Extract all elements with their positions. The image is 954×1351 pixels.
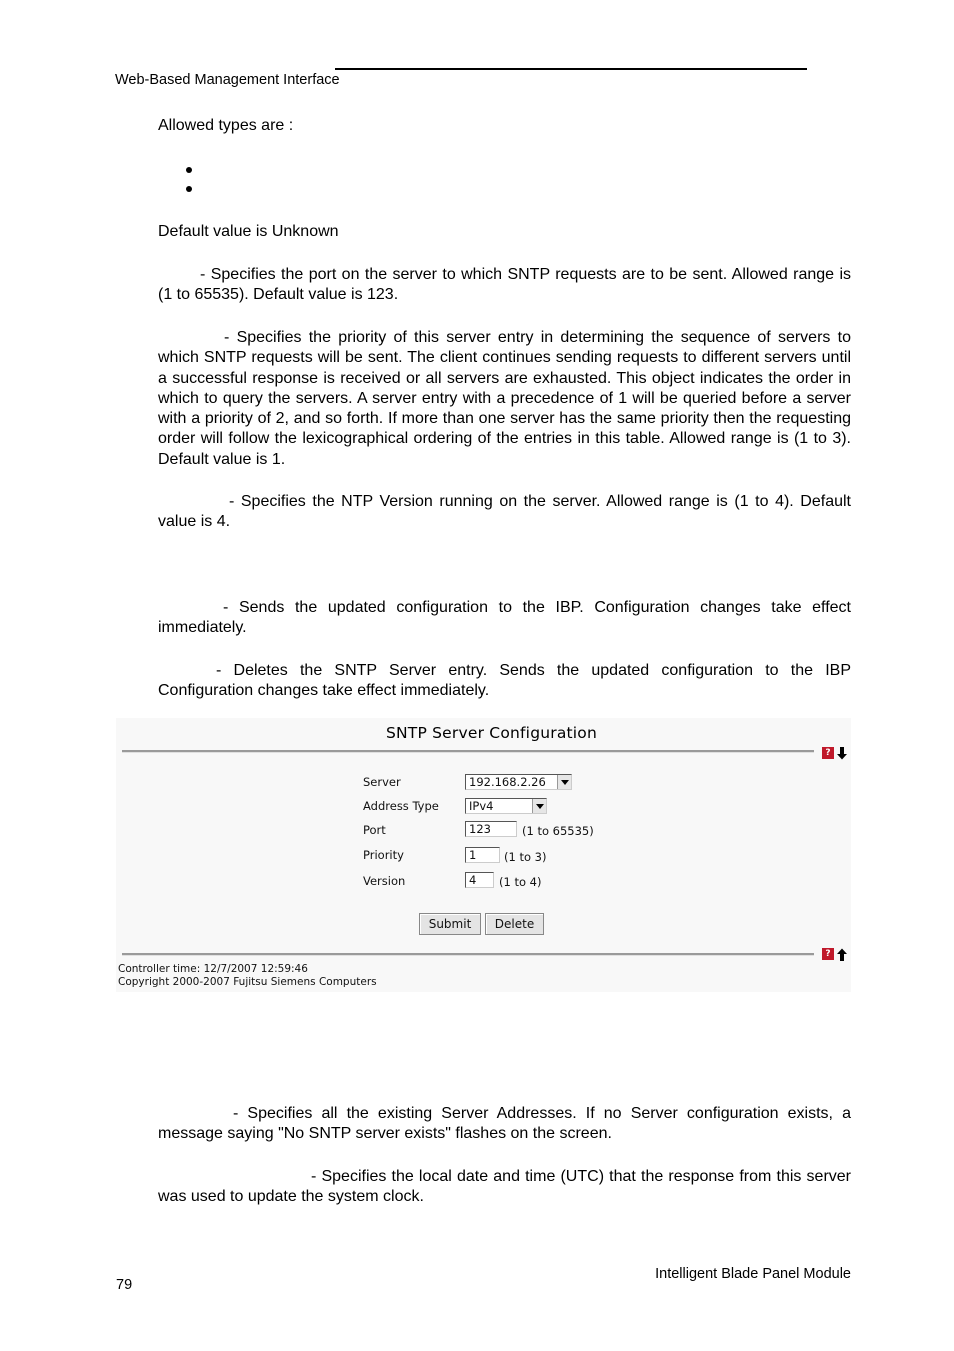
address-type-value: IPv4 — [469, 799, 494, 813]
panel-title — [116, 724, 851, 742]
submit-description — [158, 598, 851, 639]
server-description — [158, 1104, 851, 1145]
controller-time: Controller time: 12/7/2007 12:59:46 — [118, 963, 308, 975]
bullet-2 — [186, 186, 192, 192]
bottom-rule — [122, 953, 814, 956]
priority-label: Priority — [363, 848, 404, 862]
version-label: Version — [363, 874, 406, 888]
address-type-label: Address Type — [363, 799, 439, 813]
priority-input[interactable]: 1 — [465, 847, 500, 863]
address-type-select[interactable] — [465, 798, 547, 814]
copyright: Copyright 2000-2007 Fujitsu Siemens Computers — [118, 976, 377, 988]
header-rule — [335, 68, 807, 70]
port-description — [158, 265, 851, 306]
submit-description-text: - Sends the updated configuration to the IBP. Configuration changes take effect immediately. — [158, 599, 851, 637]
help-icon[interactable]: ? — [822, 948, 834, 960]
panel-title-text: SNTP Server Configuration — [385, 724, 598, 742]
port-label: Port — [363, 823, 386, 837]
port-range: (1 to 65535) — [522, 824, 594, 838]
priority-range: (1 to 3) — [504, 850, 547, 864]
priority-description — [158, 328, 851, 470]
port-description-text: - Specifies the port on the server to which SNTP requests are to be sent. Allowed range is (1 to 65535). Default value is 123. — [158, 266, 851, 304]
delete-description-text: - Deletes the SNTP Server entry. Sends the updated configuration to the IBP Configuration changes take effect immediately. — [158, 662, 851, 700]
chevron-down-icon[interactable] — [557, 775, 571, 789]
top-rule — [122, 750, 814, 753]
allowed-types-text: Allowed types are : — [158, 117, 294, 134]
server-select-value: 192.168.2.26 — [469, 775, 546, 789]
bullet-1 — [186, 167, 192, 173]
sntp-server-configuration-panel — [116, 718, 851, 992]
server-label: Server — [363, 775, 401, 789]
delete-button[interactable]: Delete — [485, 913, 544, 935]
arrow-down-icon[interactable] — [836, 747, 848, 760]
time-description — [158, 1167, 851, 1208]
help-icon[interactable]: ? — [822, 747, 834, 759]
delete-description — [158, 661, 851, 702]
version-description — [158, 492, 851, 533]
server-select[interactable] — [465, 774, 572, 790]
port-input[interactable]: 123 — [465, 821, 517, 837]
submit-button[interactable]: Submit — [419, 913, 481, 935]
server-description-text: - Specifies all the existing Server Addresses. If no Server configuration exists, a message saying "No SNTP server exists" flashes on the screen. — [158, 1105, 851, 1143]
priority-description-text: - Specifies the priority of this server entry in determining the sequence of servers to which SNTP requests will be sent. The client continues sending requests to different servers until a successful response is received or all servers are exhausted. This object indicates the order in which to query the servers. A server entry with a precedence of 1 will be queried before a server with a priority of 2, and so forth. If more than one server has the same priority then the requesting order will follow the lexicographical ordering of the entries in this table. Allowed range is (1 to 3). Default value is 1. — [158, 329, 851, 468]
version-input[interactable]: 4 — [465, 872, 494, 888]
time-description-text: - Specifies the local date and time (UTC) that the response from this server was used to update the system clock. — [158, 1168, 851, 1206]
arrow-up-icon[interactable] — [836, 948, 848, 961]
product-name: Intelligent Blade Panel Module — [655, 1266, 851, 1282]
version-range: (1 to 4) — [499, 875, 542, 889]
header-title: Web-Based Management Interface — [115, 72, 340, 88]
default-unknown-text: Default value is Unknown — [158, 223, 339, 240]
page-number: 79 — [116, 1277, 133, 1293]
chevron-down-icon[interactable] — [532, 799, 546, 813]
version-description-text: - Specifies the NTP Version running on the server. Allowed range is (1 to 4). Default value is 4. — [158, 493, 851, 531]
